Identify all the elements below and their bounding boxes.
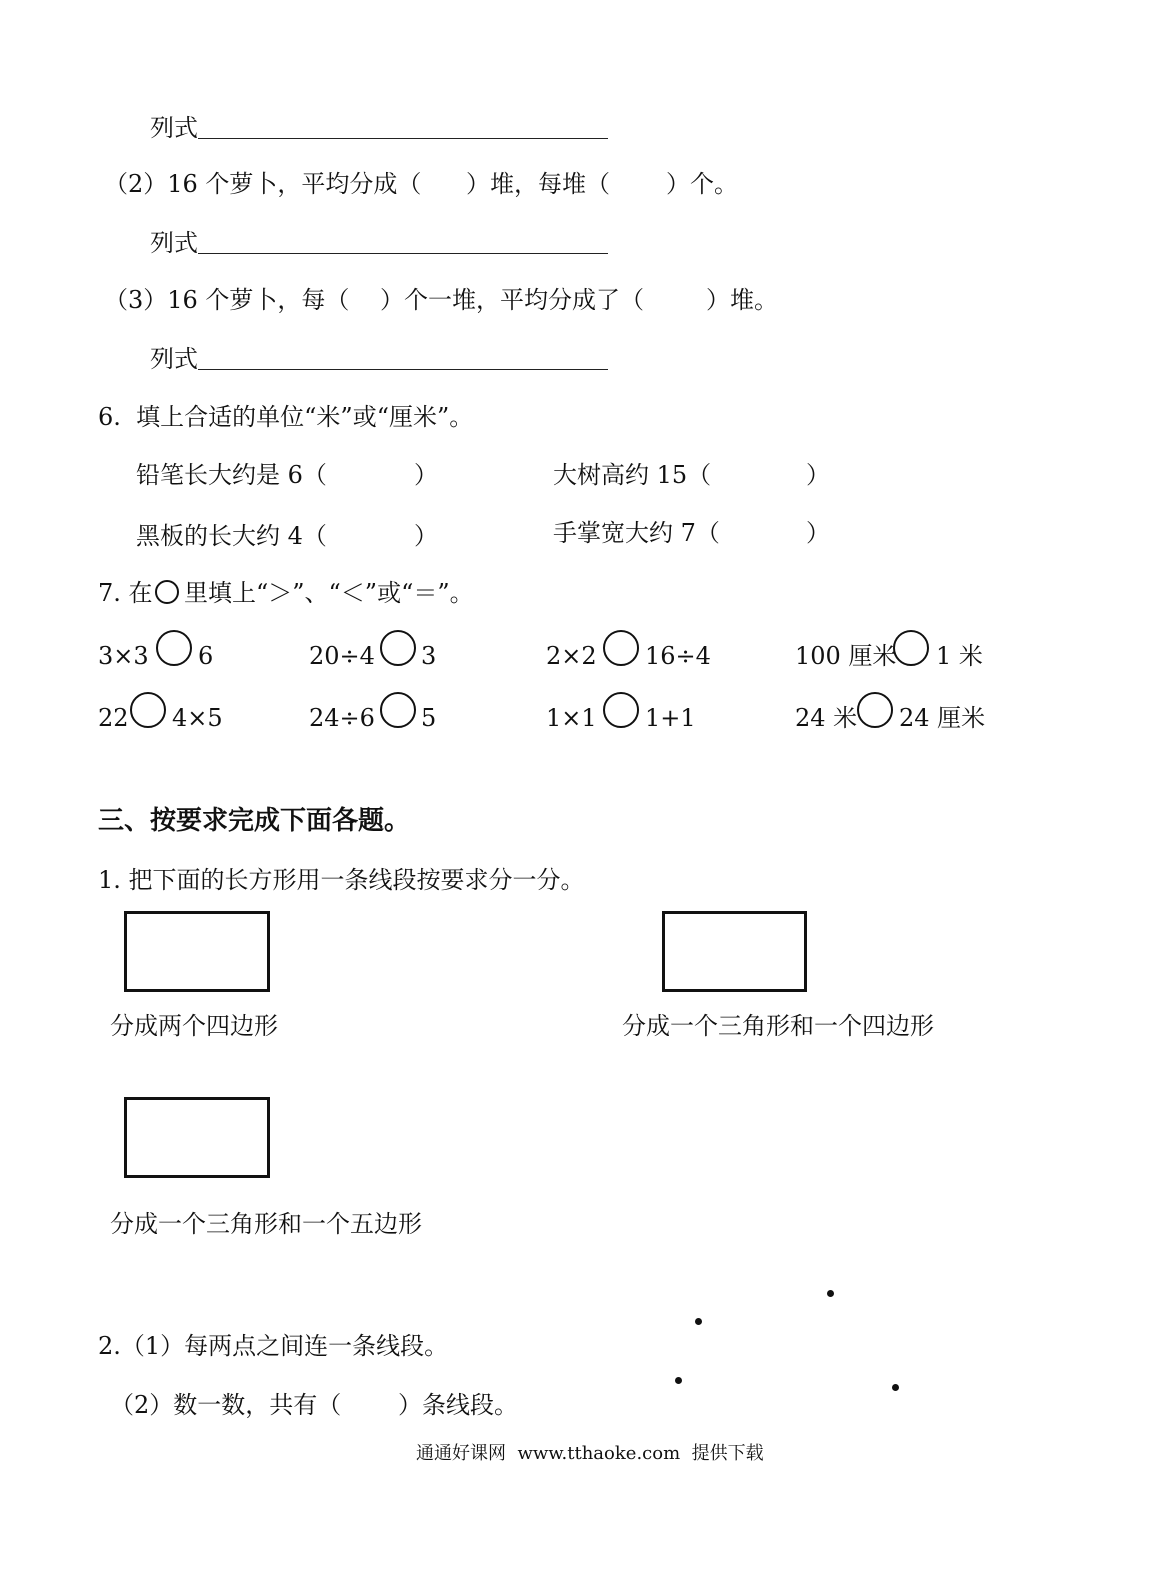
q5-p2-part-c: ）个。 bbox=[666, 170, 738, 198]
cmp-8-left: 24 米 bbox=[795, 704, 858, 732]
cmp-5-right: 4×5 bbox=[172, 704, 223, 732]
formula-blank-3[interactable] bbox=[198, 369, 608, 370]
footer-credit: 通通好课网 www.tthaoke.com 提供下载 bbox=[416, 1443, 764, 1464]
cmp-8-right: 24 厘米 bbox=[899, 704, 986, 732]
point-dot-2[interactable] bbox=[695, 1318, 702, 1325]
cmp-4-circle[interactable] bbox=[893, 630, 929, 666]
section-3-heading: 三、按要求完成下面各题。 bbox=[98, 806, 411, 836]
cmp-1-left: 3×3 bbox=[98, 642, 149, 670]
cmp-6-left: 24÷6 bbox=[309, 704, 375, 732]
cmp-6-right: 5 bbox=[421, 704, 437, 732]
rectangle-1[interactable] bbox=[124, 911, 270, 992]
s3-q1-title: 1. 把下面的长方形用一条线段按要求分一分。 bbox=[98, 866, 585, 894]
caption-triangle-pentagon: 分成一个三角形和一个五边形 bbox=[110, 1210, 422, 1238]
formula-blank-1[interactable] bbox=[198, 138, 608, 139]
q5-p2-part-a: （2）16 个萝卜，平均分成（ bbox=[104, 170, 422, 198]
cmp-7-circle[interactable] bbox=[603, 692, 639, 728]
cmp-7-right: 1+1 bbox=[645, 704, 696, 732]
q6-item-tree: 大树高约 15（ bbox=[553, 461, 712, 489]
cmp-6-circle[interactable] bbox=[380, 692, 416, 728]
cmp-5-left: 22 bbox=[98, 704, 129, 732]
formula-label-1: 列式 bbox=[150, 114, 198, 142]
q6-item-pencil: 铅笔长大约是 6（ bbox=[136, 461, 327, 489]
q6-item-tree-close: ） bbox=[806, 461, 830, 489]
caption-triangle-quadrilateral: 分成一个三角形和一个四边形 bbox=[622, 1012, 934, 1040]
cmp-3-circle[interactable] bbox=[603, 630, 639, 666]
q6-item-pencil-close: ） bbox=[414, 461, 438, 489]
point-dot-4[interactable] bbox=[892, 1384, 899, 1391]
q5-p3-part-b: ）个一堆，平均分成了（ bbox=[380, 286, 644, 314]
rectangle-2[interactable] bbox=[662, 911, 807, 992]
formula-label-2: 列式 bbox=[150, 229, 198, 257]
q5-p2-part-b: ）堆，每堆（ bbox=[466, 170, 610, 198]
formula-blank-2[interactable] bbox=[198, 253, 608, 254]
q6-item-blackboard: 黑板的长大约 4（ bbox=[136, 522, 327, 550]
q6-title: 6. 填上合适的单位“米”或“厘米”。 bbox=[98, 403, 474, 431]
cmp-4-right: 1 米 bbox=[936, 642, 983, 670]
cmp-4-left: 100 厘米 bbox=[795, 642, 897, 670]
caption-two-quadrilaterals: 分成两个四边形 bbox=[110, 1012, 278, 1040]
q6-item-blackboard-close: ） bbox=[414, 522, 438, 550]
cmp-3-left: 2×2 bbox=[546, 642, 597, 670]
cmp-8-circle[interactable] bbox=[857, 692, 893, 728]
circle-icon bbox=[155, 580, 179, 604]
rectangle-3[interactable] bbox=[124, 1097, 270, 1178]
cmp-2-right: 3 bbox=[421, 642, 437, 670]
point-dot-3[interactable] bbox=[675, 1377, 682, 1384]
q5-p3-part-c: ）堆。 bbox=[706, 286, 778, 314]
cmp-2-left: 20÷4 bbox=[309, 642, 375, 670]
q7-title-prefix: 7. 在 bbox=[98, 579, 153, 607]
s3-q2-part1: 2.（1）每两点之间连一条线段。 bbox=[98, 1332, 449, 1360]
cmp-2-circle[interactable] bbox=[380, 630, 416, 666]
point-dot-1[interactable] bbox=[827, 1290, 834, 1297]
cmp-7-left: 1×1 bbox=[546, 704, 597, 732]
s3-q2-part2-a: （2）数一数，共有（ bbox=[110, 1391, 342, 1419]
q6-item-palm: 手掌宽大约 7（ bbox=[553, 519, 720, 547]
cmp-5-circle[interactable] bbox=[130, 692, 166, 728]
q5-p3-part-a: （3）16 个萝卜，每（ bbox=[104, 286, 350, 314]
formula-label-3: 列式 bbox=[150, 345, 198, 373]
cmp-1-circle[interactable] bbox=[156, 630, 192, 666]
q7-title-suffix: 里填上“＞”、“＜”或“＝”。 bbox=[184, 579, 474, 607]
cmp-1-right: 6 bbox=[198, 642, 214, 670]
cmp-3-right: 16÷4 bbox=[645, 642, 711, 670]
q6-item-palm-close: ） bbox=[806, 519, 830, 547]
s3-q2-part2-b: ）条线段。 bbox=[398, 1391, 518, 1419]
